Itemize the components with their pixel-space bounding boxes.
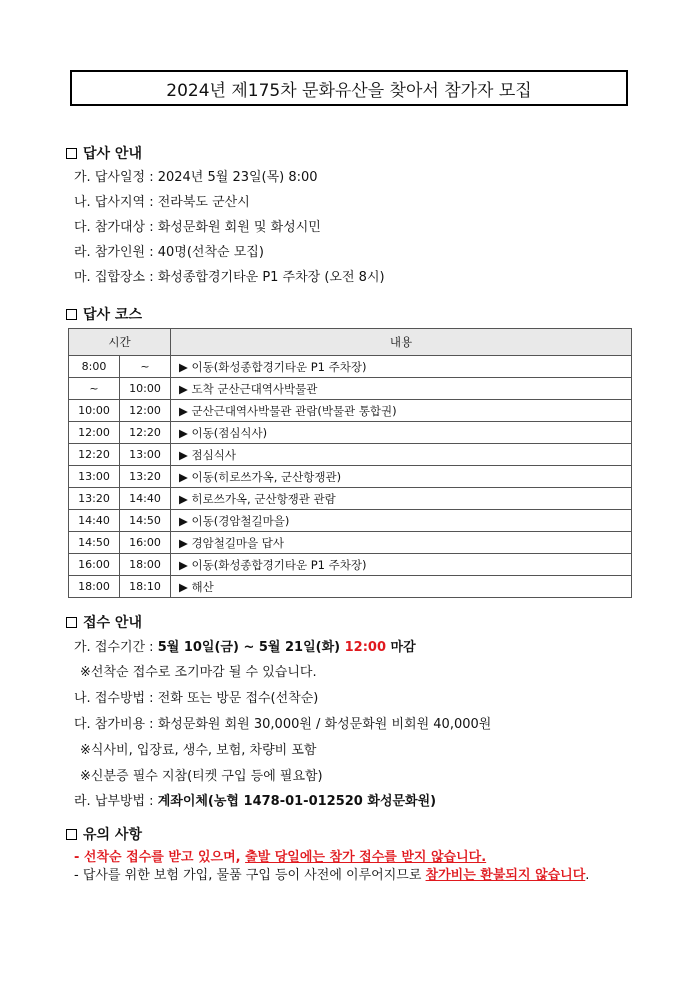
info-item [74,216,321,235]
table-row [69,488,632,510]
content-cell: ▶ 군산근대역사박물관 관람(박물관 통합권) [171,400,632,422]
time-start-cell: 16:00 [69,554,120,576]
notice-line-1: - 선착순 접수를 받고 있으며, 출발 당일에는 참가 접수를 받지 않습니다. [74,850,487,865]
time-end-cell: 12:20 [120,422,171,444]
content-cell: ▶ 이동(화성종합경기타운 P1 주차장) [171,554,632,576]
info-item [74,266,385,285]
info-item [74,241,264,260]
time-start-cell: 10:00 [69,400,120,422]
time-start-cell: 12:20 [69,444,120,466]
info-item [74,191,250,210]
info-item-value: 화성문화원 회원 및 화성시민 [157,220,321,235]
time-end-cell: 14:50 [120,510,171,532]
info-item [74,166,318,185]
time-end-cell: 14:40 [120,488,171,510]
notice-line-2: - 답사를 위한 보험 가입, 물품 구입 등이 사전에 이루어지므로 참가비는 환불되지 않습니다. [74,868,590,883]
reception-period: 가. 접수기간 : 5월 10일(금) ~ 5월 21일(화) 12:00 마감 [74,640,416,655]
col-content-header: 내용 [171,329,632,356]
reception-note-id: ※신분증 필수 지참(티켓 구입 등에 필요함) [80,769,323,784]
content-cell: ▶ 이동(경암철길마을) [171,510,632,532]
time-start-cell: 18:00 [69,576,120,598]
time-end-cell: 16:00 [120,532,171,554]
time-start-cell: 14:50 [69,532,120,554]
checkbox-square-icon [66,309,77,320]
table-row [69,466,632,488]
info-item-label: 나. 답사지역 [74,195,146,210]
time-end-cell: 12:00 [120,400,171,422]
time-start-cell: 13:20 [69,488,120,510]
checkbox-square-icon [66,829,77,840]
table-row [69,554,632,576]
content-cell: ▶ 해산 [171,576,632,598]
info-item-value: 화성종합경기타운 P1 주차장 (오전 8시) [157,270,385,285]
reception-note-early-close: ※선착순 접수로 조기마감 될 수 있습니다. [80,665,317,680]
time-end-cell: 18:10 [120,576,171,598]
content-cell: ▶ 도착 군산근대역사박물관 [171,378,632,400]
table-row [69,422,632,444]
info-item-label: 다. 참가대상 [74,220,146,235]
time-end-cell: 13:00 [120,444,171,466]
time-start-cell: 13:00 [69,466,120,488]
checkbox-square-icon [66,617,77,628]
info-item-value: 40명(선착순 모집) [157,245,264,260]
content-cell: ▶ 이동(점심식사) [171,422,632,444]
table-row [69,444,632,466]
table-row [69,378,632,400]
time-end-cell: 10:00 [120,378,171,400]
table-row [69,576,632,598]
reception-note-included: ※식사비, 입장료, 생수, 보험, 차량비 포함 [80,743,317,758]
info-item-separator: : [145,270,158,285]
info-item-separator: : [145,170,158,185]
table-row [69,400,632,422]
table-row [69,356,632,378]
time-start-cell: 8:00 [69,356,120,378]
section-info-heading [66,143,142,163]
col-time-header: 시간 [69,329,171,356]
time-end-cell: 18:00 [120,554,171,576]
reception-method: 나. 접수방법 : 전화 또는 방문 접수(선착순) [74,691,319,706]
info-item-value: 전라북도 군산시 [157,195,250,210]
section-reception-title: 접수 안내 [83,615,142,631]
section-notice-heading [66,824,142,844]
time-start-cell: 14:40 [69,510,120,532]
time-start-cell: 12:00 [69,422,120,444]
content-cell: ▶ 경암철길마을 답사 [171,532,632,554]
table-row [69,532,632,554]
course-table [68,328,632,598]
info-item-separator: : [145,220,158,235]
reception-payment: 라. 납부방법 : 계좌이체(농협 1478-01-012520 화성문화원) [74,794,437,809]
info-item-separator: : [145,195,158,210]
time-end-cell: ~ [120,356,171,378]
content-cell: ▶ 이동(히로쓰가옥, 군산항쟁관) [171,466,632,488]
checkbox-square-icon [66,148,77,159]
time-start-cell: ~ [69,378,120,400]
table-row [69,510,632,532]
info-item-label: 라. 참가인원 [74,245,146,260]
time-end-cell: 13:20 [120,466,171,488]
info-item-value: 2024년 5월 23일(목) 8:00 [157,170,318,185]
section-reception-heading [66,612,142,632]
reception-fee: 다. 참가비용 : 화성문화원 회원 30,000원 / 화성문화원 비회원 40,000원 [74,717,492,732]
content-cell: ▶ 이동(화성종합경기타운 P1 주차장) [171,356,632,378]
content-cell: ▶ 히로쓰가옥, 군산항쟁관 관람 [171,488,632,510]
section-course-title: 답사 코스 [83,307,142,323]
info-item-label: 마. 집합장소 [74,270,146,285]
info-item-separator: : [145,245,158,260]
info-item-label: 가. 답사일정 [74,170,146,185]
section-notice-title: 유의 사항 [83,827,142,843]
section-course-heading [66,304,142,324]
content-cell: ▶ 점심식사 [171,444,632,466]
section-info-title: 답사 안내 [83,146,142,162]
page-title: 2024년 제175차 문화유산을 찾아서 참가자 모집 [70,70,628,106]
